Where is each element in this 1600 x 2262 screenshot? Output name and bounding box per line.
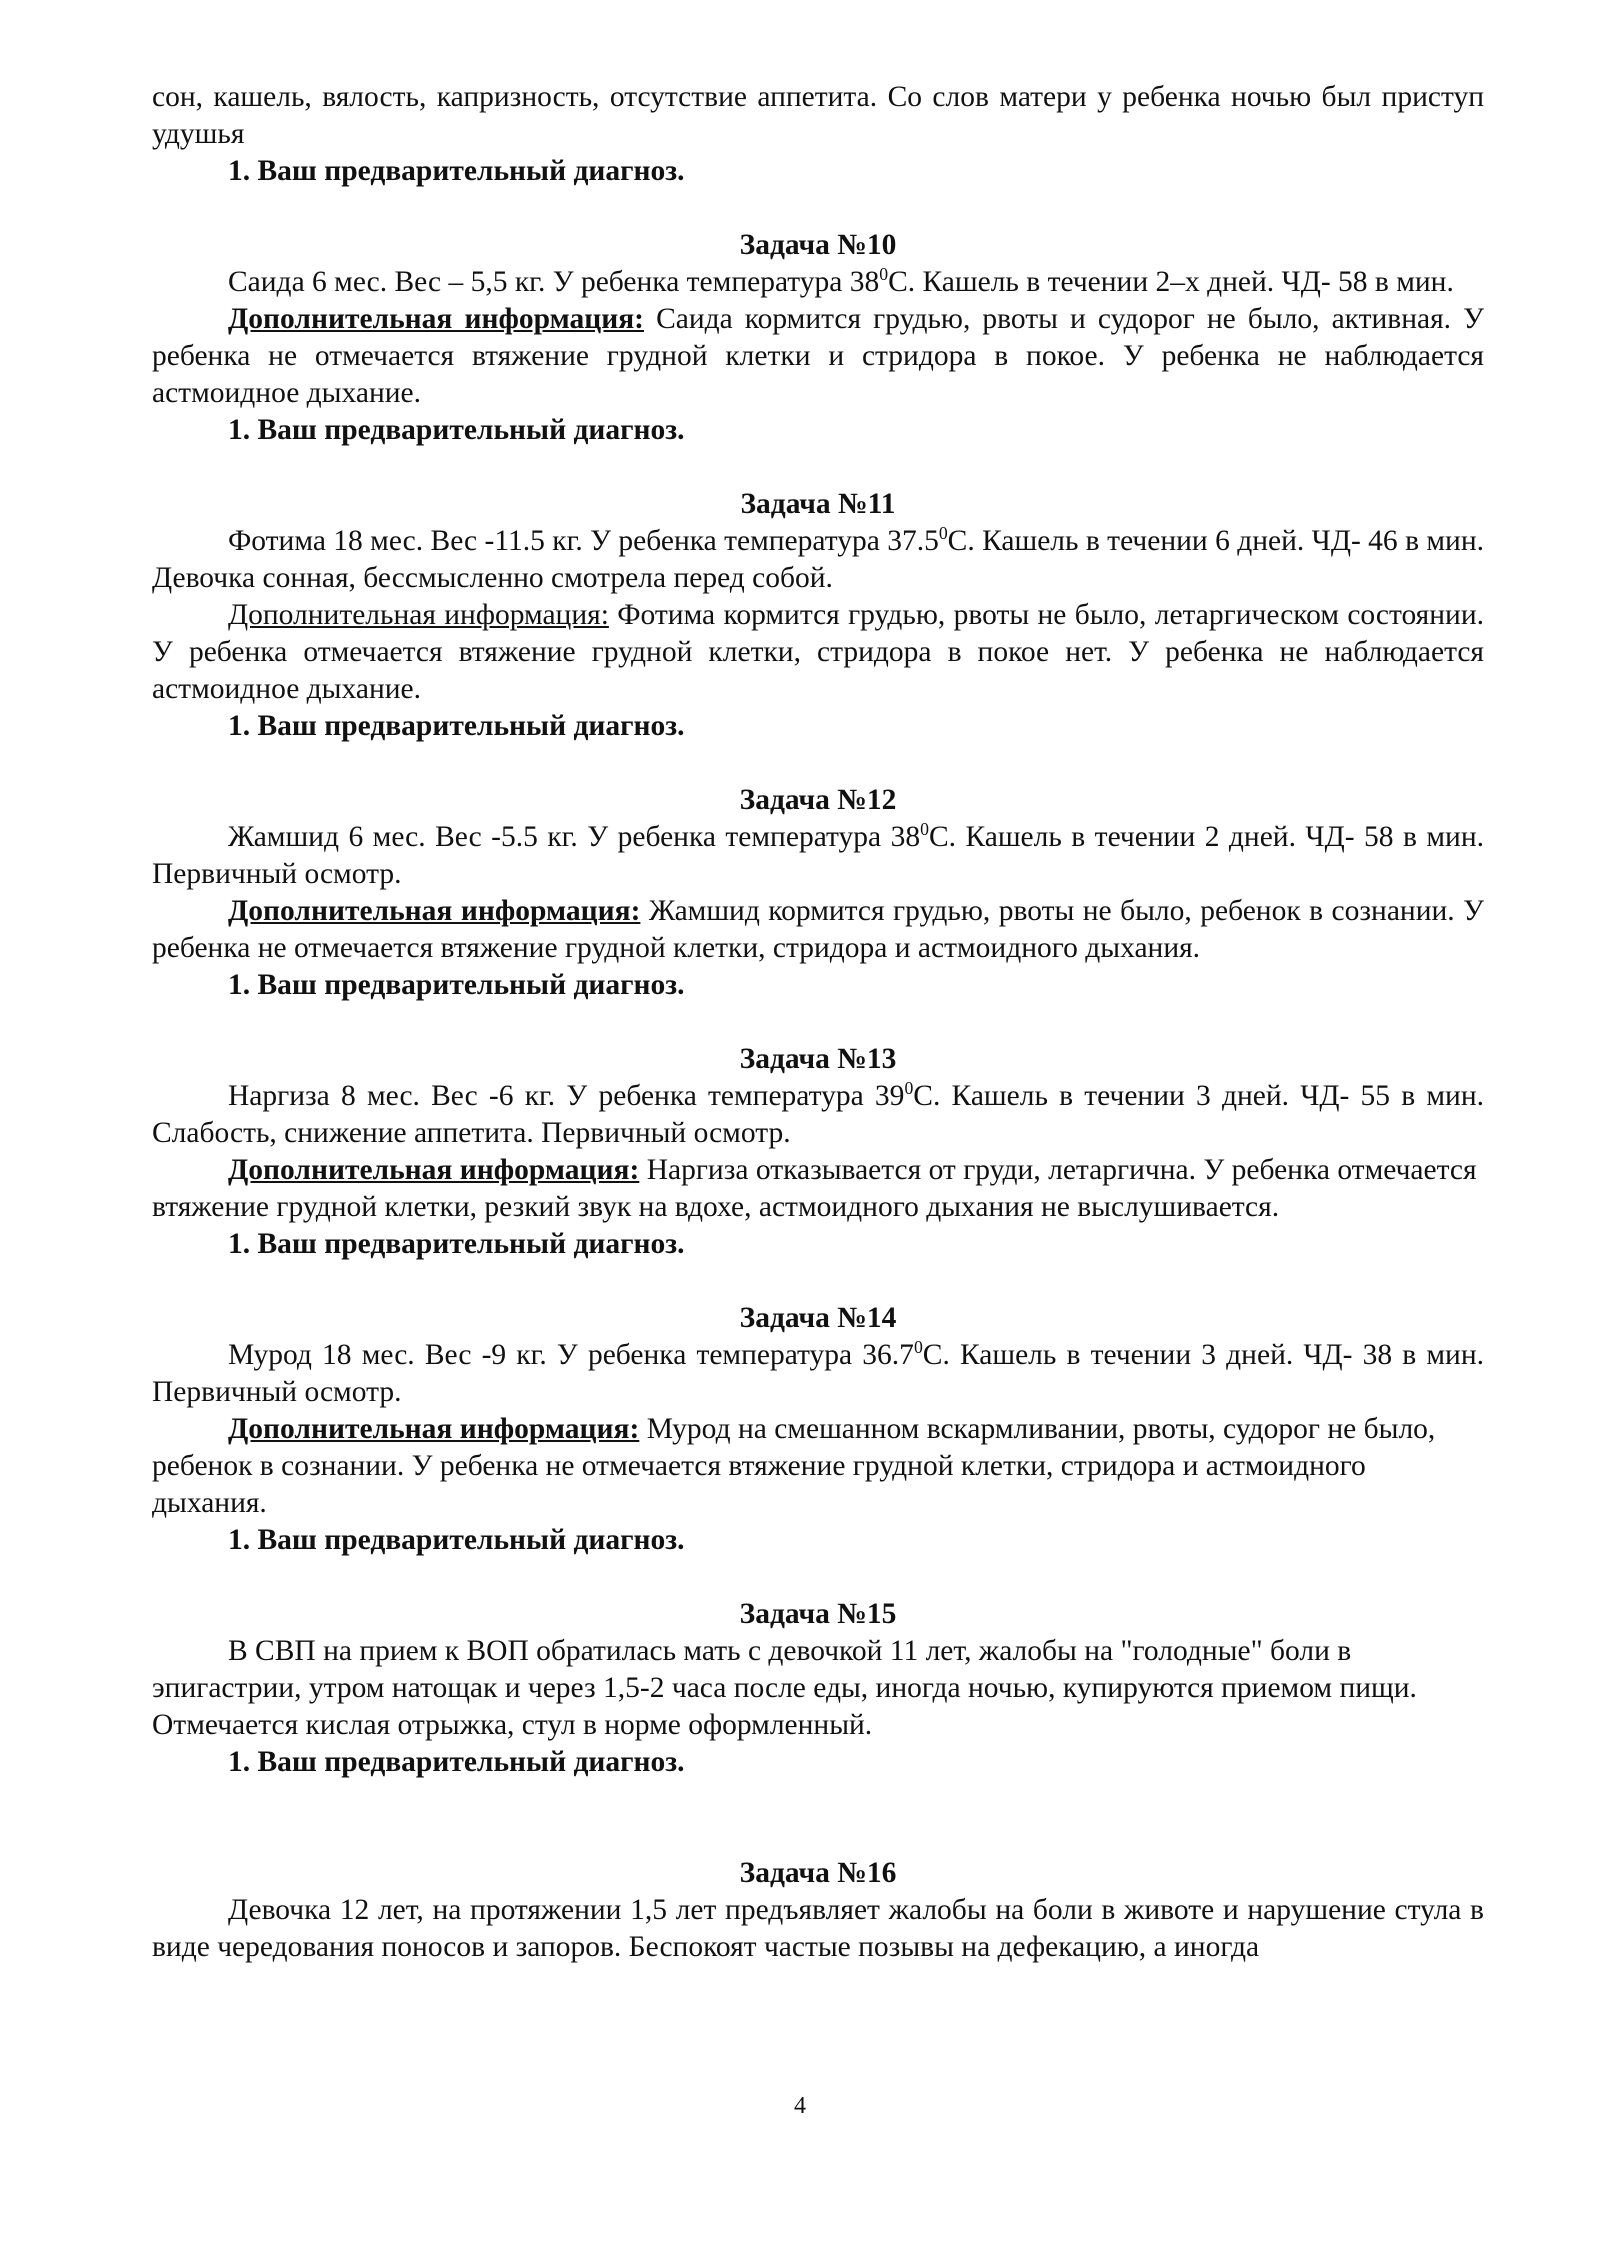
task-14-description: Мурод 18 мес. Вес -9 кг. У ребенка температура 36.7$^0$С. Кашель в течении 3 дней. ЧД- 38 в мин. Первичный осмотр.	[152, 1337, 1484, 1408]
task-13-description: Наргиза 8 мес. Вес -6 кг. У ребенка температура $39^0С$. Кашель в течении 3 дней. ЧД- 55 в мин. Слабость, снижение аппетита. Первичный осмотр.	[152, 1078, 1484, 1149]
task-10-question: 1. Ваш предварительный диагноз.	[228, 414, 685, 446]
degree-superscript: 0	[938, 523, 948, 544]
extra-info-label: Дополнительная информация:	[228, 1413, 640, 1445]
extra-info-label: Дополнительная информация:	[228, 599, 609, 631]
task-12-title: Задача №12	[739, 784, 897, 816]
task-13-title: Задача №13	[739, 1043, 897, 1075]
task-14-extra-info: Дополнительная информация: Мурод на смешанном вскармливании, рвоты, судорог не было, ребенок в сознании. У ребенка не отмечается втяжение грудной клетки, стридора и астмоидного дыхания.	[152, 1413, 1436, 1519]
task-11-title: Задача №11	[740, 488, 896, 520]
degree-superscript: 0	[879, 264, 889, 285]
intro-question: 1. Ваш предварительный диагноз.	[228, 155, 685, 187]
task-10-description: Саида 6 мес. Вес – 5,5 кг. У ребенка температура $38^0С$. Кашель в течении 2–х дней. ЧД- 58 в мин.	[228, 264, 1454, 298]
intro-text: сон, кашель, вялость, капризность, отсутствие аппетита. Со слов матери у ребенка ночью был приступ удушья	[152, 81, 1484, 150]
task-11-question: 1. Ваш предварительный диагноз.	[228, 710, 685, 742]
degree-superscript: 0	[920, 819, 929, 840]
degree-superscript: 0	[904, 1078, 914, 1099]
task-16-description: Девочка 12 лет, на протяжении 1,5 лет предъявляет жалобы на боли в животе и нарушение стула в виде чередования поносов и запоров. Беспокоят частые позывы на дефекацию, а иногда	[152, 1894, 1484, 1963]
task-11-description: Фотима 18 мес. Вес -11.5 кг. У ребенка температура 37.5$^0$С. Кашель в течении 6 дней. ЧД- 46 в мин. Девочка сонная, бессмысленно смотрела перед собой.	[152, 523, 1484, 594]
task-13-extra-info: Дополнительная информация: Наргиза отказывается от груди, летаргична. У ребенка отмечается втяжение грудной клетки, резкий звук на вдохе, астмоидного дыхания не выслушивается.	[152, 1154, 1477, 1223]
task-12-description: Жамшид 6 мес. Вес -5.5 кг. У ребенка температура $38^0С$. Кашель в течении 2 дней. ЧД- 58 в мин. Первичный осмотр.	[152, 819, 1484, 890]
task-13-question: 1. Ваш предварительный диагноз.	[228, 1228, 685, 1260]
task-12-question: 1. Ваш предварительный диагноз.	[228, 969, 685, 1001]
document-page	[152, 79, 1484, 1966]
task-10-title: Задача №10	[739, 229, 897, 261]
task-15-question: 1. Ваш предварительный диагноз.	[228, 1746, 685, 1778]
extra-info-label: Дополнительная информация:	[228, 303, 644, 335]
task-12-extra-info: Дополнительная информация: Жамшид кормится грудью, рвоты не было, ребенок в сознании. У ребенка не отмечается втяжение грудной клетки, стридора и астмоидного дыхания.	[152, 895, 1484, 964]
task-14-question: 1. Ваш предварительный диагноз.	[228, 1524, 685, 1556]
task-15-title: Задача №15	[739, 1598, 897, 1630]
page-number: 4	[794, 2093, 806, 2119]
task-14-title: Задача №14	[739, 1302, 897, 1334]
task-10-extra-info: Дополнительная информация: Саида кормится грудью, рвоты и судорог не было, активная. У ребенка не отмечается втяжение грудной клетки и стридора в покое. У ребенка не наблюдается астмоидное дыхание.	[152, 303, 1484, 409]
extra-info-label: Дополнительная информация:	[228, 1154, 640, 1186]
task-15-description: В СВП на прием к ВОП обратилась мать с девочкой 11 лет, жалобы на "голодные" боли в эпигастрии, утром натощак и через 1,5-2 часа после еды, иногда ночью, купируются приемом пищи. Отмечается кислая отрыжка, стул в норме оформленный.	[152, 1635, 1417, 1741]
task-16-title: Задача №16	[739, 1857, 897, 1889]
task-11-extra-info: Дополнительная информация: Фотима кормится грудью, рвоты не было, летаргическом состоянии. У ребенка отмечается втяжение грудной клетки, стридора в покое нет. У ребенка не наблюдается астмоидное дыхание.	[152, 599, 1484, 705]
degree-superscript: 0	[913, 1337, 923, 1358]
extra-info-label: Дополнительная информация:	[228, 895, 641, 927]
